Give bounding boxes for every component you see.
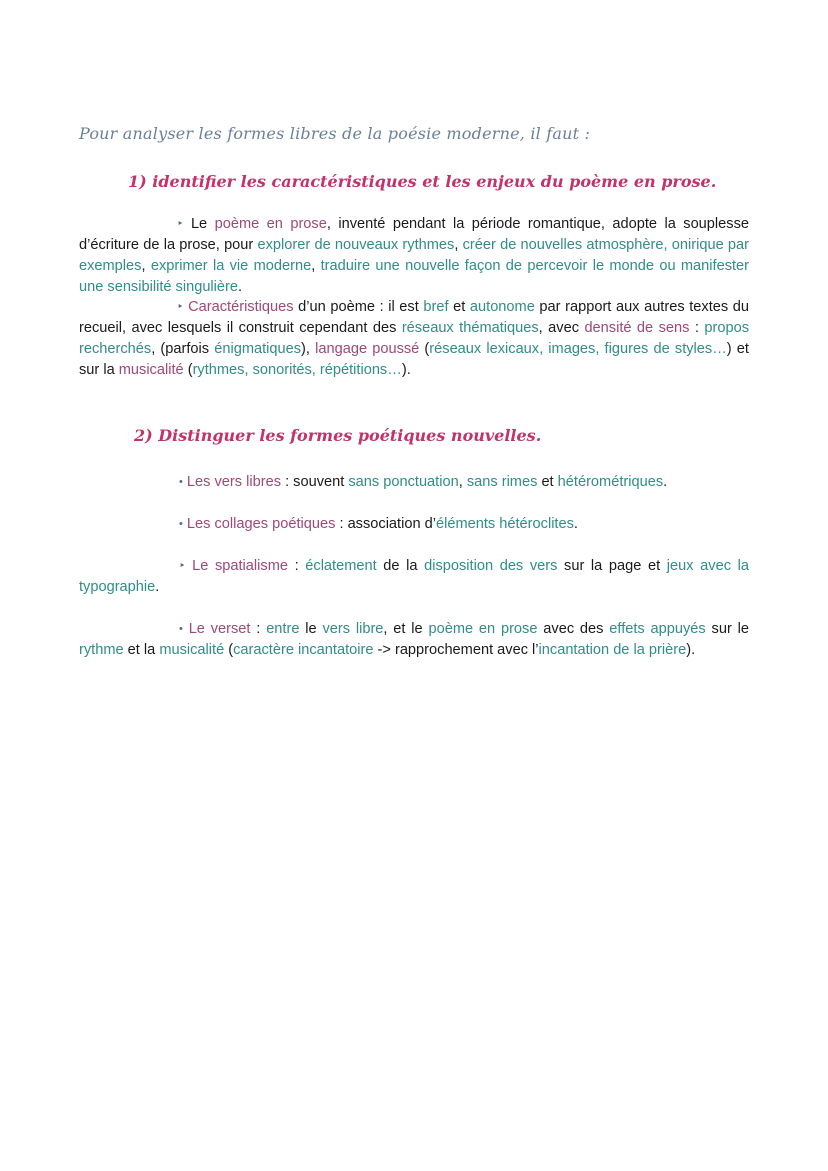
bullet-icon: ‣ [177, 301, 184, 313]
section2-heading: 2) Distinguer les formes poétiques nouvelles. [134, 426, 542, 445]
section1-paragraph-characteristics: ‣ Caractéristiques d’un poème : il est bref et autonome par rapport aux autres textes du recueil, avec lesquels il construit cependant des réseaux thématiques, avec densité de sens : propos recherchés, (parfois énigmatiques), langage poussé (réseaux lexicaux, images, figures de styles…) et sur la musicalité (rythmes, sonorités, répétitions…). [79, 299, 750, 378]
section1-heading: 1) identifier les caractéristiques et les enjeux du poème en prose. [128, 172, 717, 191]
list-item-collages: • Les collages poétiques : association d’éléments hétéroclites. [179, 516, 578, 532]
section1-paragraph-prose: ‣ Le poème en prose, inventé pendant la période romantique, adopte la souplesse d’écriture de la prose, pour explorer de nouveaux rythmes, créer de nouvelles atmosphère, onirique par exemples, exprimer la vie moderne, traduire une nouvelle façon de percevoir le monde ou manifester une sensibilité singulière. [79, 216, 750, 295]
bullet-icon: • [179, 518, 183, 530]
bullet-icon: ‣ [177, 218, 184, 230]
list-item-verset: • Le verset : entre le vers libre, et le poème en prose avec des effets appuyés sur le rythme et la musicalité (caractère incantatoire -> rapprochement avec l’incantation de la prière). [79, 621, 749, 658]
list-item-spatialisme: ‣ Le spatialisme : éclatement de la disposition des vers sur la page et jeux avec la typographie. [79, 558, 749, 595]
intro-text: Pour analyser les formes libres de la poésie moderne, il faut : [79, 124, 591, 143]
bullet-icon: ‣ [179, 560, 186, 572]
bullet-icon: • [179, 623, 183, 635]
list-item-vers-libres: • Les vers libres : souvent sans ponctuation, sans rimes et hétérométriques. [179, 474, 668, 490]
bullet-icon: • [179, 476, 183, 488]
